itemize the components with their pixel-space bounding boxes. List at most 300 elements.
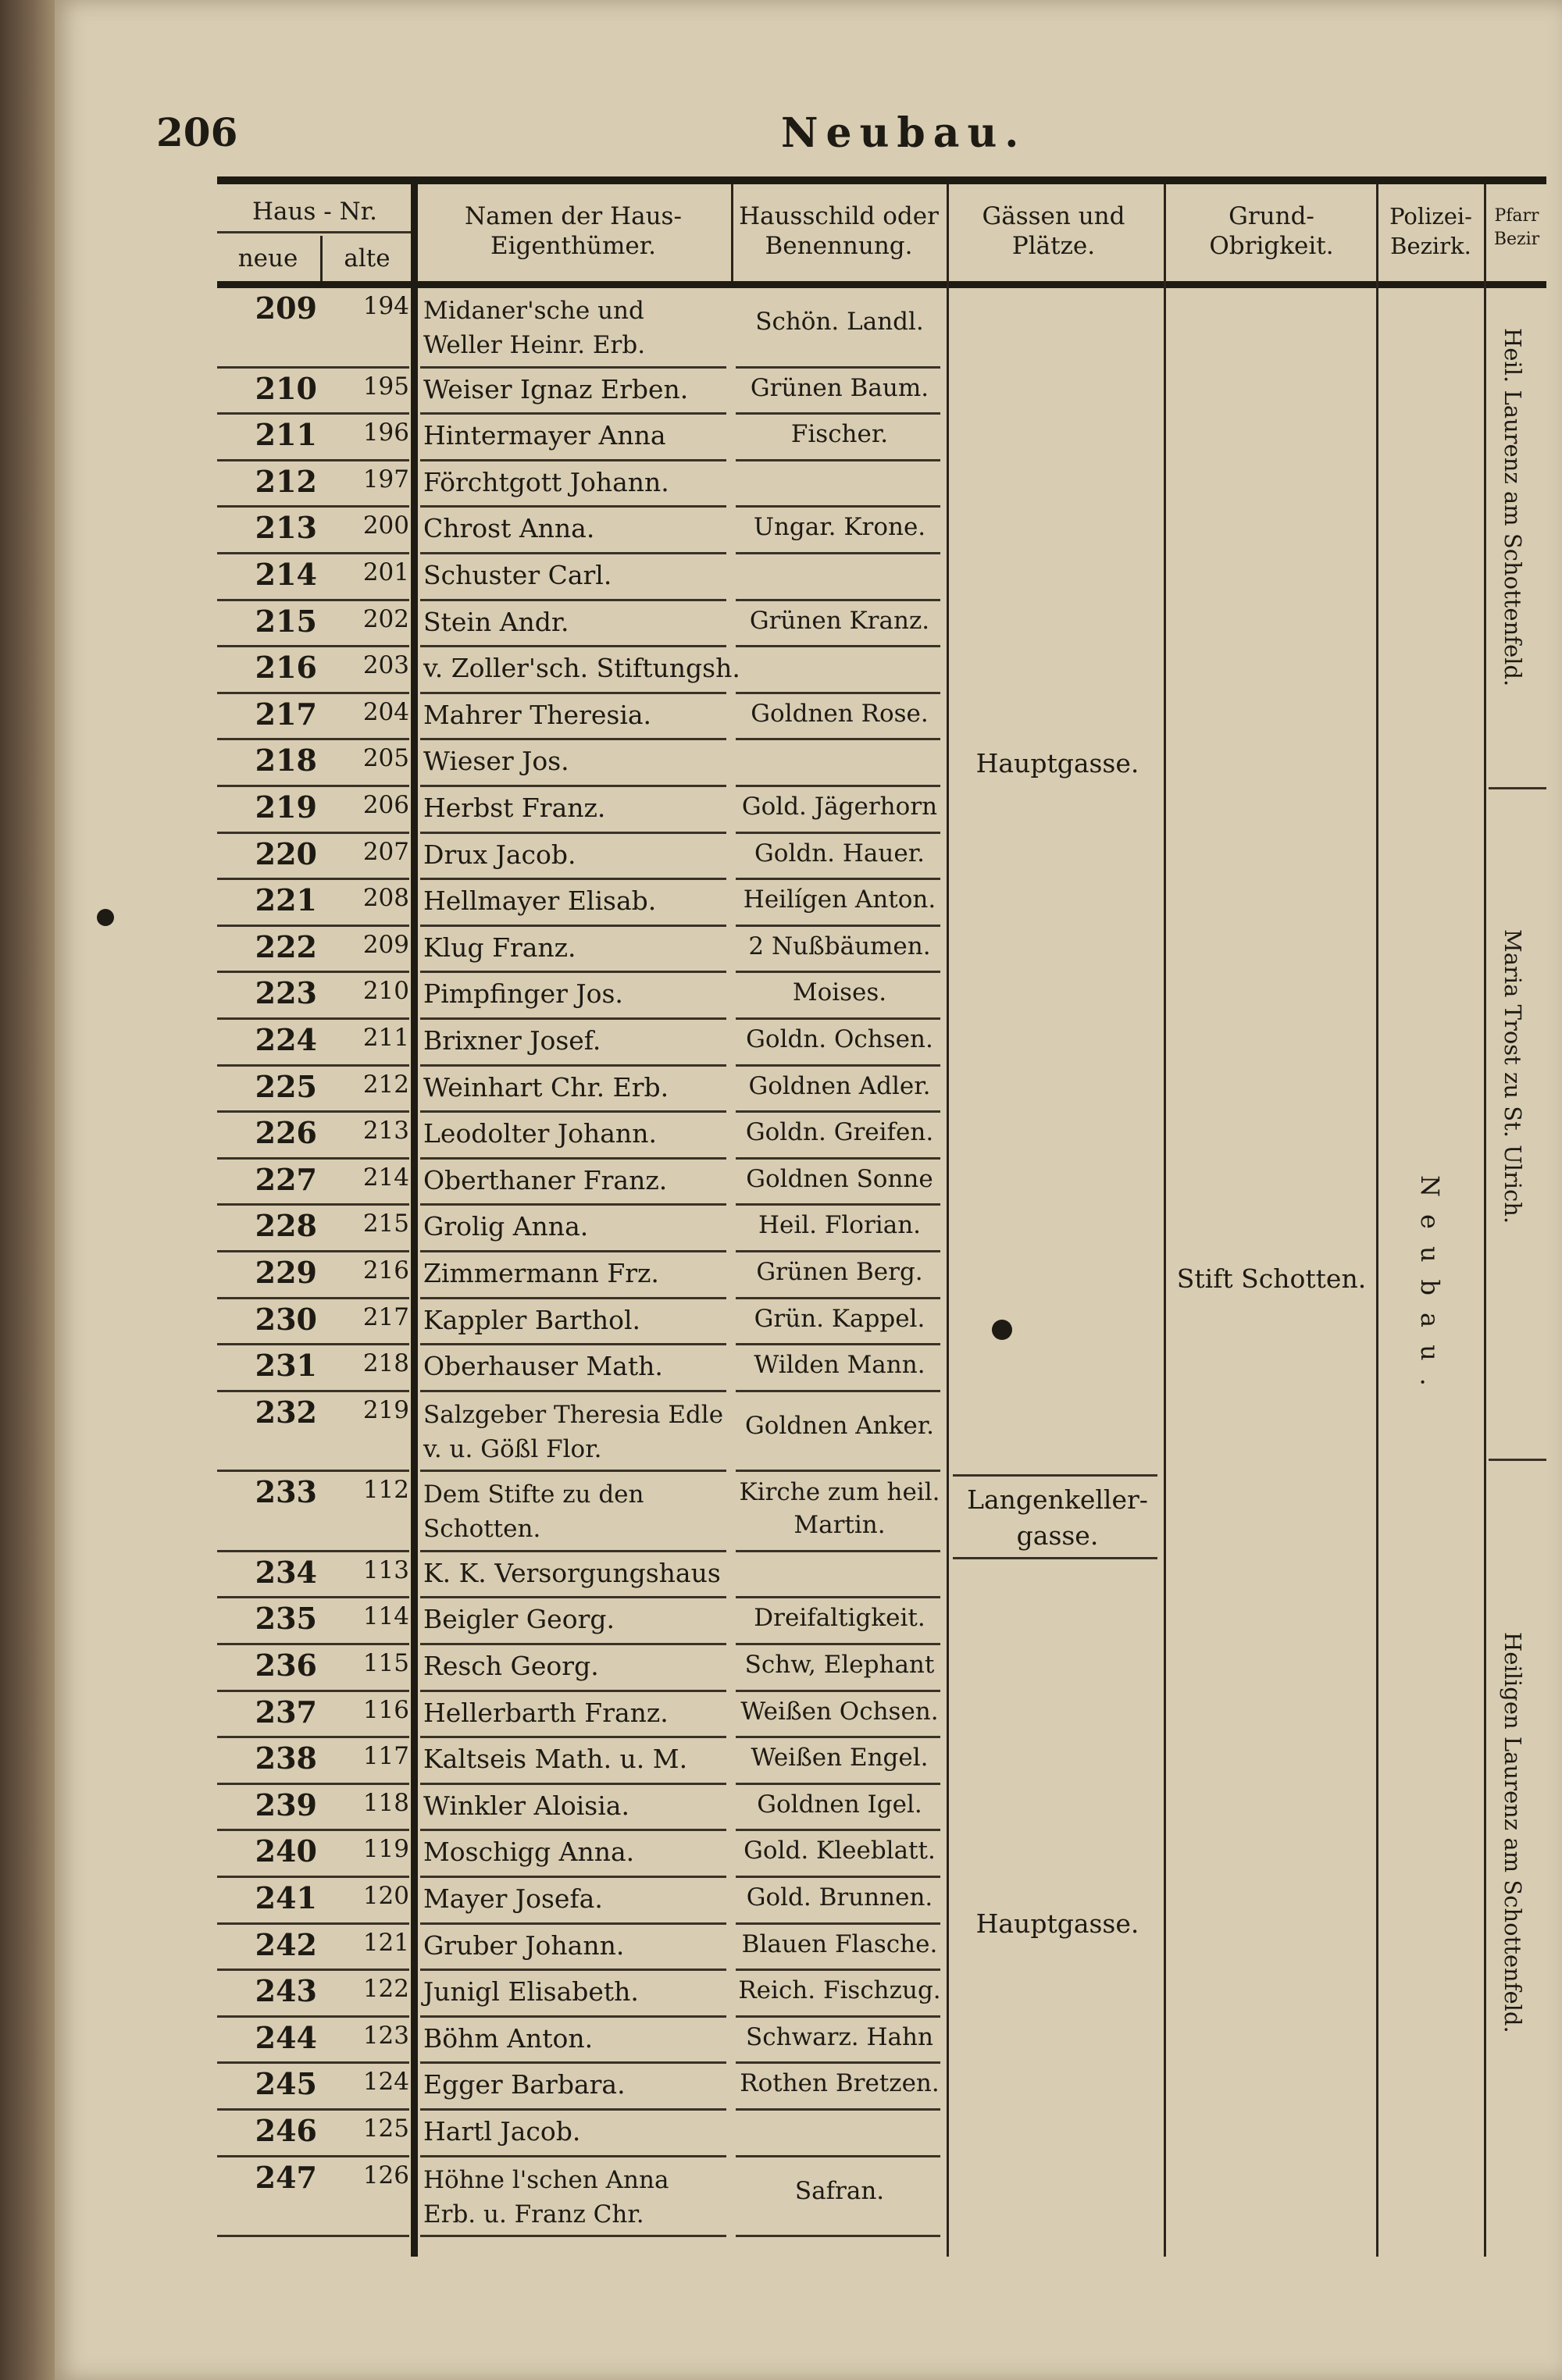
header-haus-nr: Haus - Nr. [252, 198, 377, 226]
row-rule-name [420, 2061, 726, 2064]
owner-name: Klug Franz. [423, 932, 576, 963]
row-rule-name [420, 552, 726, 554]
house-number-old: 113 [362, 1555, 409, 1584]
row-rule-number [217, 1690, 409, 1692]
house-number-old: 208 [362, 884, 409, 913]
col-line-namen-header [731, 184, 733, 281]
row-rule-sign [736, 785, 940, 787]
row-rule-name [420, 925, 726, 927]
house-number-old: 117 [362, 1742, 409, 1771]
table-row [217, 1208, 943, 1255]
house-number-old: 112 [362, 1476, 409, 1505]
house-number-new: 222 [255, 928, 317, 964]
row-rule-name [420, 1968, 726, 1971]
owner-name: Oberthaner Franz. [423, 1164, 668, 1195]
row-rule-sign [736, 1017, 940, 1020]
row-rule-number [217, 1203, 409, 1206]
row-rule-sign [736, 1736, 940, 1738]
owner-name: Herbst Franz. [423, 792, 606, 823]
polizei-bezirk: Neubau. [1415, 1175, 1445, 1403]
row-rule-number [217, 1968, 409, 1971]
house-number-old: 203 [362, 651, 409, 680]
house-number-new: 245 [255, 2066, 317, 2102]
row-rule-number [217, 832, 409, 834]
house-number-new: 234 [255, 1554, 317, 1590]
table-row [217, 1395, 943, 1475]
house-sign: Grünen Kranz. [749, 606, 930, 635]
table-row [217, 1302, 943, 1349]
row-rule-name [420, 1550, 726, 1552]
row-rule-name [420, 599, 726, 601]
house-number-old: 205 [362, 744, 409, 773]
row-rule-sign [736, 2108, 940, 2111]
row-rule-name [420, 1922, 726, 1925]
col-line-polizei [1484, 184, 1486, 2257]
row-rule-name [420, 1017, 726, 1020]
house-number-new: 209 [255, 290, 317, 326]
row-rule-number [217, 971, 409, 973]
owner-name: Junigl Elisabeth. [423, 1976, 639, 2008]
table-row [217, 2160, 943, 2240]
table-row [217, 743, 943, 789]
owner-name: Wieser Jos. [423, 746, 569, 777]
house-sign: Grün. Kappel. [754, 1304, 925, 1333]
running-head: Neubau. [781, 109, 1027, 157]
row-rule-name [420, 2235, 726, 2237]
row-rule-number [217, 1596, 409, 1598]
house-sign: 2 Nußbäumen. [748, 932, 931, 960]
row-rule-sign [736, 1470, 940, 1472]
house-number-new: 224 [255, 1021, 317, 1057]
row-rule-sign [736, 645, 940, 647]
header-polizei: Polizei- Bezirk. [1389, 203, 1472, 259]
row-rule-name [420, 1203, 726, 1206]
house-sign: Goldnen Adler. [748, 1071, 931, 1100]
table-row [217, 1833, 943, 1880]
row-rule-number [217, 1643, 409, 1645]
row-rule-name [420, 366, 726, 369]
owner-name: Gruber Johann. [423, 1929, 625, 1961]
house-number-new: 242 [255, 1926, 317, 1962]
row-rule-sign [736, 2235, 940, 2237]
pfarr-rule-2 [1489, 1459, 1546, 1461]
row-rule-sign [736, 1297, 940, 1299]
row-rule-sign [736, 459, 940, 461]
owner-name: Chrost Anna. [423, 513, 595, 544]
row-rule-name [420, 1470, 726, 1472]
house-number-new: 236 [255, 1647, 317, 1683]
house-number-new: 210 [255, 370, 317, 406]
house-number-new: 216 [255, 650, 317, 686]
owner-name: Mahrer Theresia. [423, 699, 652, 730]
house-number-new: 214 [255, 556, 317, 592]
header-neue: neue [237, 244, 298, 273]
house-number-old: 125 [362, 2114, 409, 2143]
gasse-rule-1 [953, 1474, 1157, 1477]
header-pfarr: Pfarr Bezir [1493, 206, 1540, 249]
row-rule-name [420, 1157, 726, 1160]
row-rule-number [217, 1157, 409, 1160]
ink-blot [97, 909, 114, 926]
row-rule-name [420, 738, 726, 740]
pfarr-2: Maria Trost zu St. Ulrich. [1500, 929, 1526, 1224]
owner-name: Höhne l'schen Anna Erb. u. Franz Chr. [423, 2165, 669, 2229]
house-sign: Rothen Bretzen. [740, 2069, 940, 2098]
house-number-old: 121 [362, 1928, 409, 1957]
house-number-old: 214 [362, 1163, 409, 1192]
row-rule-number [217, 1829, 409, 1831]
house-number-old: 197 [362, 465, 409, 493]
house-number-old: 218 [362, 1349, 409, 1378]
owner-name: Hellmayer Elisab. [423, 885, 657, 917]
row-rule-number [217, 1110, 409, 1113]
house-number-old: 216 [362, 1256, 409, 1284]
house-number-new: 226 [255, 1115, 317, 1151]
row-rule-sign [736, 412, 940, 415]
house-sign: Gold. Kleeblatt. [744, 1837, 936, 1865]
table-row [217, 1880, 943, 1927]
col-line-grund [1376, 184, 1378, 2257]
house-number-old: 123 [362, 2021, 409, 2050]
row-rule-name [420, 459, 726, 461]
row-rule-number [217, 1922, 409, 1925]
header-alte: alte [344, 244, 390, 273]
table-row [217, 882, 943, 929]
house-number-new: 212 [255, 463, 317, 499]
table-row [217, 1069, 943, 1116]
house-sign: Goldn. Ochsen. [746, 1024, 933, 1053]
row-rule-number [217, 1470, 409, 1472]
house-number-new: 217 [255, 696, 317, 732]
table-row [217, 1115, 943, 1162]
owner-name: Hellerbarth Franz. [423, 1697, 669, 1728]
owner-name: Zimmermann Frz. [423, 1257, 659, 1288]
table-row [217, 371, 943, 418]
row-rule-name [420, 2015, 726, 2018]
row-rule-number [217, 2061, 409, 2064]
row-rule-sign [736, 1064, 940, 1067]
house-sign: Goldn. Hauer. [754, 839, 925, 868]
row-rule-number [217, 1250, 409, 1252]
owner-name: Oberhauser Math. [423, 1351, 663, 1382]
row-rule-sign [736, 1968, 940, 1971]
row-rule-name [420, 1110, 726, 1113]
house-number-old: 119 [362, 1835, 409, 1864]
owner-name: Egger Barbara. [423, 2069, 626, 2100]
row-rule-name [420, 1596, 726, 1598]
house-number-old: 195 [362, 372, 409, 401]
house-number-old: 215 [362, 1210, 409, 1238]
gasse-rule-2 [953, 1557, 1157, 1559]
house-number-new: 233 [255, 1474, 317, 1510]
house-number-new: 239 [255, 1787, 317, 1822]
owner-name: Drux Jacob. [423, 839, 576, 870]
row-rule-name [420, 878, 726, 880]
table-row [217, 1787, 943, 1834]
owner-name: Weinhart Chr. Erb. [423, 1071, 669, 1103]
house-number-new: 229 [255, 1254, 317, 1290]
house-number-new: 220 [255, 835, 317, 871]
row-rule-sign [736, 878, 940, 880]
table-row [217, 1694, 943, 1741]
house-number-new: 228 [255, 1208, 317, 1244]
row-rule-number [217, 366, 409, 369]
table-row [217, 2113, 943, 2160]
owner-name: Leodolter Johann. [423, 1118, 657, 1149]
row-rule-number [217, 1876, 409, 1878]
house-sign: Weißen Ochsen. [740, 1697, 939, 1726]
house-number-new: 246 [255, 2112, 317, 2148]
table-row [217, 650, 943, 697]
house-number-old: 122 [362, 1975, 409, 2004]
house-sign: Heilígen Anton. [743, 885, 936, 914]
table-row [217, 510, 943, 557]
owner-name: Kappler Barthol. [423, 1304, 641, 1335]
row-rule-sign [736, 2015, 940, 2018]
house-sign: Fischer. [790, 420, 889, 449]
table-row [217, 789, 943, 836]
row-rule-name [420, 1343, 726, 1345]
header-haus-nr-rule [217, 231, 412, 233]
house-number-old: 210 [362, 977, 409, 1006]
house-number-old: 207 [362, 837, 409, 866]
house-number-old: 114 [362, 1602, 409, 1631]
page-number: 206 [156, 109, 238, 155]
header-namen: Namen der Haus-Eigenthümer. [465, 202, 682, 260]
table-row [217, 417, 943, 464]
row-rule-number [217, 1343, 409, 1345]
row-rule-name [420, 1643, 726, 1645]
row-rule-number [217, 552, 409, 554]
row-rule-name [420, 1064, 726, 1067]
house-number-old: 201 [362, 558, 409, 586]
house-number-old: 124 [362, 2068, 409, 2097]
row-rule-name [420, 1250, 726, 1252]
row-rule-sign [736, 1596, 940, 1598]
row-rule-number [217, 1297, 409, 1299]
house-number-old: 126 [362, 2161, 409, 2189]
row-rule-name [420, 1390, 726, 1392]
house-number-new: 219 [255, 789, 317, 825]
row-rule-name [420, 1783, 726, 1785]
house-number-old: 212 [362, 1070, 409, 1099]
table-row [217, 1348, 943, 1395]
owner-name: Weiser Ignaz Erben. [423, 373, 689, 404]
row-rule-number [217, 2108, 409, 2111]
house-number-new: 215 [255, 603, 317, 639]
gasse-hauptgasse-1: Hauptgasse. [975, 748, 1139, 778]
house-number-old: 217 [362, 1302, 409, 1331]
table-row [217, 1973, 943, 2020]
row-rule-name [420, 1736, 726, 1738]
owner-name: Stein Andr. [423, 606, 569, 637]
house-sign: Goldnen Sonne [746, 1164, 933, 1193]
owner-name: Winkler Aloisia. [423, 1790, 629, 1821]
owner-name: Förchtgott Johann. [423, 466, 669, 497]
owner-name: K. K. Versorgungshaus [423, 1557, 721, 1588]
house-sign: Dreifaltigkeit. [754, 1604, 925, 1633]
house-sign: Weißen Engel. [751, 1744, 929, 1773]
row-rule-number [217, 2155, 409, 2157]
house-number-old: 202 [362, 604, 409, 633]
table-row [217, 1927, 943, 1974]
row-rule-sign [736, 599, 940, 601]
table-row [217, 290, 943, 371]
row-rule-number [217, 878, 409, 880]
row-rule-name [420, 785, 726, 787]
pfarr-rule-1 [1489, 787, 1546, 789]
owner-name: Grolig Anna. [423, 1211, 589, 1242]
grund-obrigkeit: Stift Schotten. [1176, 1263, 1367, 1294]
house-sign: Goldnen Anker. [744, 1411, 935, 1440]
row-rule-number [217, 738, 409, 740]
row-rule-sign [736, 1783, 940, 1785]
table-row [217, 1255, 943, 1302]
row-rule-number [217, 1064, 409, 1067]
house-sign: Kirche zum heil. Martin. [739, 1478, 940, 1540]
house-number-old: 211 [362, 1023, 409, 1052]
owner-name: Brixner Josef. [423, 1024, 601, 1056]
row-rule-number [217, 599, 409, 601]
row-rule-sign [736, 552, 940, 554]
house-number-old: 120 [362, 1881, 409, 1910]
row-rule-sign [736, 692, 940, 694]
row-rule-sign [736, 1203, 940, 1206]
row-rule-sign [736, 1876, 940, 1878]
row-rule-number [217, 1783, 409, 1785]
house-number-new: 241 [255, 1879, 317, 1915]
house-sign: Wilden Mann. [754, 1351, 925, 1380]
row-rule-name [420, 2108, 726, 2111]
row-rule-number [217, 645, 409, 647]
owner-name: Kaltseis Math. u. M. [423, 1744, 688, 1775]
house-sign: Goldn. Greifen. [745, 1118, 934, 1147]
header-hausschild: Hausschild oder Benennung. [739, 202, 939, 260]
row-rule-number [217, 505, 409, 508]
row-rule-number [217, 1736, 409, 1738]
house-number-old: 209 [362, 930, 409, 959]
table-row [217, 975, 943, 1022]
owner-name: Mayer Josefa. [423, 1883, 603, 1914]
row-rule-number [217, 1390, 409, 1392]
row-rule-sign [736, 1157, 940, 1160]
table-row [217, 697, 943, 743]
row-rule-number [217, 692, 409, 694]
header-gassen: Gässen und Plätze. [982, 202, 1125, 260]
row-rule-sign [736, 1643, 940, 1645]
row-rule-number [217, 1550, 409, 1552]
row-rule-sign [736, 2061, 940, 2064]
row-rule-name [420, 2155, 726, 2157]
owner-name: Dem Stifte zu den Schotten. [423, 1480, 644, 1544]
house-number-new: 230 [255, 1301, 317, 1337]
row-rule-sign [736, 1690, 940, 1692]
gasse-langenkeller: Langenkeller- gasse. [967, 1484, 1148, 1551]
row-rule-sign [736, 1250, 940, 1252]
table-row [217, 929, 943, 976]
house-number-old: 206 [362, 790, 409, 819]
table-row [217, 604, 943, 650]
table-row [217, 1022, 943, 1069]
table-row [217, 1555, 943, 1602]
row-rule-name [420, 1829, 726, 1831]
row-rule-name [420, 1297, 726, 1299]
row-rule-name [420, 832, 726, 834]
house-number-new: 225 [255, 1068, 317, 1104]
house-number-old: 115 [362, 1648, 409, 1677]
house-number-new: 223 [255, 975, 317, 1011]
house-number-old: 118 [362, 1788, 409, 1817]
row-rule-sign [736, 1343, 940, 1345]
col-line-neue-alte-header [320, 236, 323, 281]
table-row [217, 464, 943, 511]
house-number-new: 240 [255, 1833, 317, 1869]
house-number-new: 227 [255, 1161, 317, 1197]
house-number-new: 232 [255, 1394, 317, 1430]
house-sign: Schwarz. Hahn [746, 2022, 933, 2051]
house-sign: Grünen Berg. [756, 1257, 923, 1286]
table-row [217, 1601, 943, 1648]
row-rule-sign [736, 971, 940, 973]
owner-name: Böhm Anton. [423, 2022, 594, 2054]
table-row [217, 1648, 943, 1694]
row-rule-name [420, 1876, 726, 1878]
ink-blot [992, 1320, 1012, 1340]
house-sign: Grünen Baum. [750, 373, 929, 402]
house-sign: Goldnen Rose. [751, 699, 929, 728]
house-sign: Safran. [794, 2176, 885, 2205]
table-row [217, 836, 943, 883]
house-number-new: 237 [255, 1694, 317, 1730]
owner-name: Beigler Georg. [423, 1604, 615, 1635]
house-sign: Gold. Jägerhorn [741, 792, 938, 821]
house-number-old: 219 [362, 1395, 409, 1424]
house-number-new: 235 [255, 1601, 317, 1637]
owner-name: Hintermayer Anna [423, 420, 666, 451]
row-rule-sign [736, 738, 940, 740]
table-row [217, 2066, 943, 2113]
row-rule-sign [736, 2155, 940, 2157]
owner-name: Schuster Carl. [423, 559, 612, 590]
house-number-old: 194 [362, 292, 409, 320]
row-rule-sign [736, 366, 940, 369]
row-rule-name [420, 505, 726, 508]
row-rule-name [420, 645, 726, 647]
row-rule-sign [736, 925, 940, 927]
house-number-new: 247 [255, 2159, 317, 2195]
owner-name: Hartl Jacob. [423, 2115, 581, 2147]
house-number-new: 218 [255, 743, 317, 778]
table-row [217, 557, 943, 604]
owner-name: Midaner'sche und Weller Heinr. Erb. [423, 297, 646, 359]
house-sign: Reich. Fischzug. [738, 1976, 941, 2005]
table-row [217, 1740, 943, 1787]
house-sign: Gold. Brunnen. [746, 1883, 933, 1911]
house-sign: Schön. Landl. [755, 308, 924, 336]
row-rule-number [217, 412, 409, 415]
table-row [217, 1162, 943, 1209]
col-line-hausschild [947, 184, 949, 2257]
row-rule-sign [736, 505, 940, 508]
row-rule-sign [736, 1829, 940, 1831]
table-top-rule [217, 176, 1546, 184]
row-rule-name [420, 1690, 726, 1692]
row-rule-sign [736, 1922, 940, 1925]
house-number-new: 221 [255, 882, 317, 918]
owner-name: v. Zoller'sch. Stiftungsh. [423, 653, 740, 684]
row-rule-name [420, 971, 726, 973]
row-rule-number [217, 2015, 409, 2018]
